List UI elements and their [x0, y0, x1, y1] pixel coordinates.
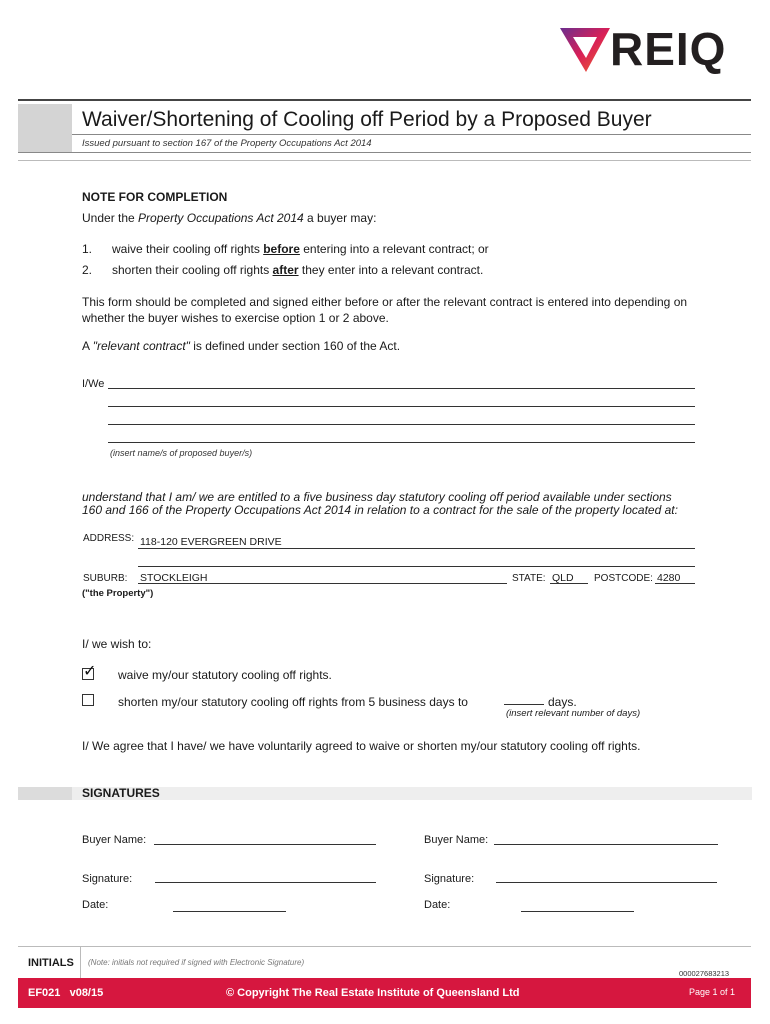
relevant-contract-definition: [82, 339, 400, 353]
signatures-bar-left: [18, 787, 72, 800]
waive-checkbox[interactable]: [82, 661, 97, 680]
date-field-2[interactable]: [521, 911, 634, 912]
postcode-line: [655, 583, 695, 584]
reiq-logo-mark-icon: [556, 22, 614, 76]
note-item-number: 1.: [82, 242, 93, 256]
buyers-label: I/We: [82, 378, 105, 390]
buyer-name-line-2[interactable]: [108, 406, 695, 407]
understand-line-1: understand that I am/ we are entitled to a five business day statutory cooling off period available under sections: [82, 490, 672, 504]
state-value[interactable]: QLD: [552, 572, 574, 584]
buyers-hint: (insert name/s of proposed buyer/s): [110, 448, 253, 458]
buyer-name-label-1: Buyer Name:: [82, 834, 147, 846]
note-item-text-post: entering into a relevant contract; or: [299, 242, 489, 256]
signature-field-1[interactable]: [155, 882, 376, 883]
days-label: days.: [548, 695, 577, 709]
note-item-emphasis: after: [272, 263, 299, 277]
note-item-1: [82, 242, 489, 256]
buyer-name-line-3[interactable]: [108, 424, 695, 425]
buyer-name-line-4[interactable]: [108, 442, 695, 443]
signature-label-1: Signature:: [82, 873, 133, 885]
address-label: ADDRESS:: [83, 533, 135, 544]
buyer-name-label-2: Buyer Name:: [424, 834, 489, 846]
note-item-number: 2.: [82, 263, 93, 277]
address-value[interactable]: 118-120 EVERGREEN DRIVE: [140, 536, 282, 548]
suburb-label: SUBURB:: [83, 573, 128, 584]
note-intro-act: Property Occupations Act 2014: [138, 211, 304, 225]
definition-term: "relevant contract": [92, 339, 190, 353]
page-subtitle: Issued pursuant to section 167 of the Property Occupations Act 2014: [82, 138, 372, 149]
checkmark-icon: ✓: [83, 661, 97, 680]
agreement-statement: I/ We agree that I have/ we have voluntarily agreed to waive or shorten my/our statutory cooling off rights.: [82, 739, 641, 753]
definition-post: is defined under section 160 of the Act.: [189, 339, 401, 353]
address-line-1: [138, 548, 695, 549]
note-intro-post: a buyer may:: [303, 211, 377, 225]
note-item-2: [82, 263, 483, 277]
shorten-checkbox[interactable]: [82, 694, 94, 706]
property-note: [82, 588, 153, 599]
note-intro-pre: Under the: [82, 211, 139, 225]
suburb-line: [138, 583, 507, 584]
signature-field-2[interactable]: [496, 882, 717, 883]
header-bottom-rule: [18, 152, 751, 153]
copyright-text: © Copyright The Real Estate Institute of Queensland Ltd: [226, 987, 520, 999]
reiq-logo: [556, 22, 762, 76]
initials-note: (Note: initials not required if signed with Electronic Signature): [88, 958, 305, 967]
property-note-text: ("the Property"): [82, 588, 154, 599]
buyer-name-field-1[interactable]: [154, 844, 376, 845]
date-label-2: Date:: [424, 899, 451, 911]
note-intro: [82, 211, 376, 225]
form-code: EF021 v08/15: [28, 987, 104, 999]
page-title: Waiver/Shortening of Cooling off Period by a Proposed Buyer: [82, 108, 652, 131]
note-item-emphasis: before: [263, 242, 300, 256]
header-top-rule: [18, 99, 751, 101]
date-label-1: Date:: [82, 899, 109, 911]
understand-line-2: 160 and 166 of the Property Occupations Act 2014 in relation to a contract for the sale of the property located at:: [82, 503, 678, 517]
document-number: 000027683213: [679, 969, 730, 978]
signatures-heading: SIGNATURES: [82, 786, 160, 800]
buyer-name-field-2[interactable]: [494, 844, 718, 845]
days-input-line[interactable]: [504, 704, 544, 705]
header-mid-rule: [72, 134, 751, 135]
signature-label-2: Signature:: [424, 873, 475, 885]
header-bottom-rule-2: [18, 160, 751, 161]
note-heading: NOTE FOR COMPLETION: [82, 190, 228, 204]
header-gray-block: [18, 104, 72, 152]
signatures-bar: [72, 787, 752, 800]
page-number: Page 1 of 1: [689, 987, 736, 997]
suburb-value[interactable]: STOCKLEIGH: [140, 572, 208, 584]
buyer-name-line-1[interactable]: [108, 388, 695, 389]
initials-label: INITIALS: [28, 957, 74, 969]
definition-pre: A: [82, 339, 93, 353]
note-paragraph-line-2: whether the buyer wishes to exercise option 1 or 2 above.: [82, 311, 389, 325]
state-line: [550, 583, 588, 584]
postcode-value[interactable]: 4280: [657, 572, 681, 584]
shorten-option-text: shorten my/our statutory cooling off rights from 5 business days to: [118, 695, 468, 709]
note-item-text-pre: shorten their cooling off rights: [112, 263, 273, 277]
address-line-2[interactable]: [138, 566, 695, 567]
postcode-label: POSTCODE:: [594, 573, 653, 584]
date-field-1[interactable]: [173, 911, 286, 912]
note-item-text-pre: waive their cooling off rights: [112, 242, 264, 256]
waive-option-text: waive my/our statutory cooling off rights.: [118, 668, 332, 682]
note-item-text-post: they enter into a relevant contract.: [298, 263, 484, 277]
reiq-logo-text: REIQ: [610, 23, 727, 75]
wish-label: I/ we wish to:: [82, 637, 152, 651]
days-hint: (insert relevant number of days): [506, 708, 641, 719]
note-paragraph-line-1: This form should be completed and signed either before or after the relevant contract is entered into depending on: [82, 295, 688, 309]
state-label: STATE:: [512, 573, 546, 584]
